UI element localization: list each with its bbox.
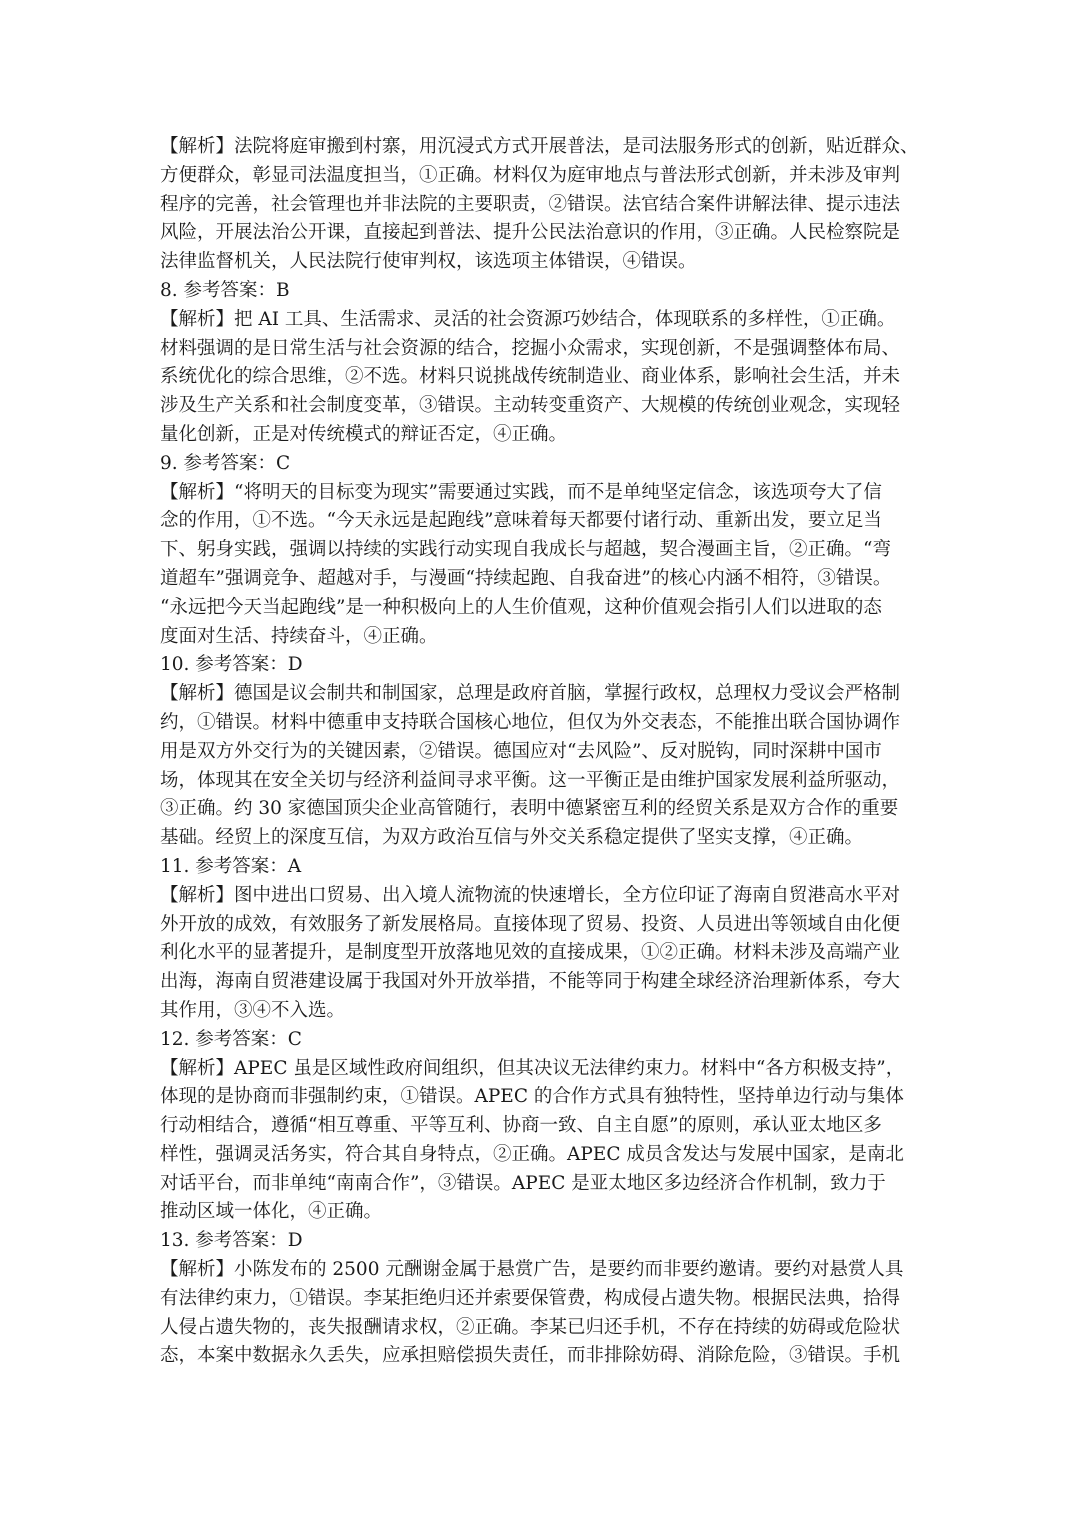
- explanation-line: 推动区域一体化，④正确。: [160, 1201, 383, 1223]
- answer-heading: 8. 参考答案：B: [160, 279, 290, 301]
- explanation-line: 约，①错误。材料中德重申支持联合国核心地位，但仅为外交表态，不能推出联合国协调作: [160, 711, 901, 733]
- explanation-line: 其作用，③④不入选。: [160, 999, 346, 1021]
- explanation-line: 涉及生产关系和社会制度变革，③错误。主动转变重资产、大规模的传统创业观念，实现轻: [160, 395, 901, 417]
- explanation-block: [160, 133, 920, 277]
- answer-heading: 13. 参考答案：D: [160, 1230, 303, 1252]
- explanation-line: 【解析】小陈发布的 2500 元酬谢金属于悬赏广告，是要约而非要约邀请。要约对悬赏人具: [160, 1259, 904, 1281]
- explanation-line: 下、躬身实践，强调以持续的实践行动实现自我成长与超越，契合漫画主旨，②正确。“弯: [160, 539, 891, 561]
- question-block-9: [160, 450, 920, 652]
- explanation-line: 样性，强调灵活务实，符合其自身特点，②正确。APEC 成员含发达与发展中国家，是南北: [160, 1143, 904, 1165]
- explanation-line: 场，体现其在安全关切与经济利益间寻求平衡。这一平衡正是由维护国家发展利益所驱动，: [160, 769, 901, 791]
- answer-heading: 12. 参考答案：C: [160, 1028, 302, 1050]
- explanation-line: 念的作用，①不选。“今天永远是起跑线”意味着每天都要付诸行动、重新出发，要立足当: [160, 510, 882, 532]
- question-block-11: [160, 853, 920, 1026]
- question-block-13: [160, 1227, 920, 1371]
- answer-heading: 10. 参考答案：D: [160, 654, 303, 676]
- explanation-line: 对话平台，而非单纯“南南合作”，③错误。APEC 是亚太地区多边经济合作机制，致力于: [160, 1172, 886, 1194]
- explanation-line: ③正确。约 30 家德国顶尖企业高管随行，表明中德紧密互利的经贸关系是双方合作的重要: [160, 798, 899, 820]
- question-block-8: [160, 277, 920, 450]
- explanation-line: 【解析】德国是议会制共和制国家，总理是政府首脑，掌握行政权，总理权力受议会严格制: [160, 683, 901, 705]
- explanation-line: 程序的完善，社会管理也并非法院的主要职责，②错误。法官结合案件讲解法律、提示违法: [160, 193, 901, 215]
- explanation-line: 量化创新，正是对传统模式的辩证否定，④正确。: [160, 423, 568, 445]
- explanation-line: 基础。经贸上的深度互信，为双方政治互信与外交关系稳定提供了坚实支撑，④正确。: [160, 827, 864, 849]
- explanation-line: 法律监督机关，人民法院行使审判权，该选项主体错误，④错误。: [160, 251, 697, 273]
- answer-heading: 9. 参考答案：C: [160, 452, 291, 474]
- explanation-line: 【解析】把 AI 工具、生活需求、灵活的社会资源巧妙结合，体现联系的多样性，①正确。: [160, 308, 896, 330]
- explanation-line: 【解析】APEC 虽是区域性政府间组织，但其决议无法律约束力。材料中“各方积极支持”，: [160, 1057, 905, 1079]
- explanation-line: 态，本案中数据永久丢失，应承担赔偿损失责任，而非排除妨碍、消除危险，③错误。手机: [160, 1345, 901, 1367]
- explanation-line: 风险，开展法治公开课，直接起到普法、提升公民法治意识的作用，③正确。人民检察院是: [160, 222, 901, 244]
- question-block-12: [160, 1026, 920, 1228]
- explanation-line: 【解析】“将明天的目标变为现实”需要通过实践，而不是单纯坚定信念，该选项夸大了信: [160, 481, 882, 503]
- explanation-line: 人侵占遗失物的，丧失报酬请求权，②正确。李某已归还手机，不存在持续的妨碍或危险状: [160, 1316, 901, 1338]
- explanation-line: 道超车”强调竞争、超越对手，与漫画“持续起跑、自我奋进”的核心内涵不相符，③错误。: [160, 567, 892, 589]
- explanation-line: 系统优化的综合思维，②不选。材料只说挑战传统制造业、商业体系，影响社会生活，并未: [160, 366, 901, 388]
- explanation-line: 材料强调的是日常生活与社会资源的结合，挖掘小众需求，实现创新，不是强调整体布局、: [160, 337, 901, 359]
- explanation-line: 方便群众，彰显司法温度担当，①正确。材料仅为庭审地点与普法形式创新，并未涉及审判: [160, 164, 901, 186]
- explanation-line: 【解析】图中进出口贸易、出入境人流物流的快速增长，全方位印证了海南自贸港高水平对: [160, 884, 901, 906]
- explanation-line: “永远把今天当起跑线”是一种积极向上的人生价值观，这种价值观会指引人们以进取的态: [160, 596, 882, 618]
- explanation-line: 外开放的成效，有效服务了新发展格局。直接体现了贸易、投资、人员进出等领域自由化便: [160, 913, 901, 935]
- explanation-line: 【解析】法院将庭审搬到村寨，用沉浸式方式开展普法，是司法服务形式的创新，贴近群众、: [160, 136, 919, 157]
- answer-heading: 11. 参考答案：A: [160, 855, 302, 877]
- explanation-line: 利化水平的显著提升，是制度型开放落地见效的直接成果，①②正确。材料未涉及高端产业: [160, 942, 901, 964]
- explanation-line: 出海，海南自贸港建设属于我国对外开放举措，不能等同于构建全球经济治理新体系，夸大: [160, 971, 901, 993]
- explanation-line: 用是双方外交行为的关键因素，②错误。德国应对“去风险”、反对脱钩，同时深耕中国市: [160, 740, 882, 762]
- explanation-line: 体现的是协商而非强制约束，①错误。APEC 的合作方式具有独特性，坚持单边行动与集体: [160, 1086, 904, 1108]
- explanation-line: 有法律约束力，①错误。李某拒绝归还并索要保管费，构成侵占遗失物。根据民法典，拾得: [160, 1287, 901, 1309]
- explanation-line: 行动相结合，遵循“相互尊重、平等互利、协商一致、自主自愿”的原则，承认亚太地区多: [160, 1115, 882, 1137]
- question-block-10: [160, 651, 920, 853]
- document-page: [160, 133, 920, 1371]
- explanation-line: 度面对生活、持续奋斗，④正确。: [160, 625, 438, 647]
